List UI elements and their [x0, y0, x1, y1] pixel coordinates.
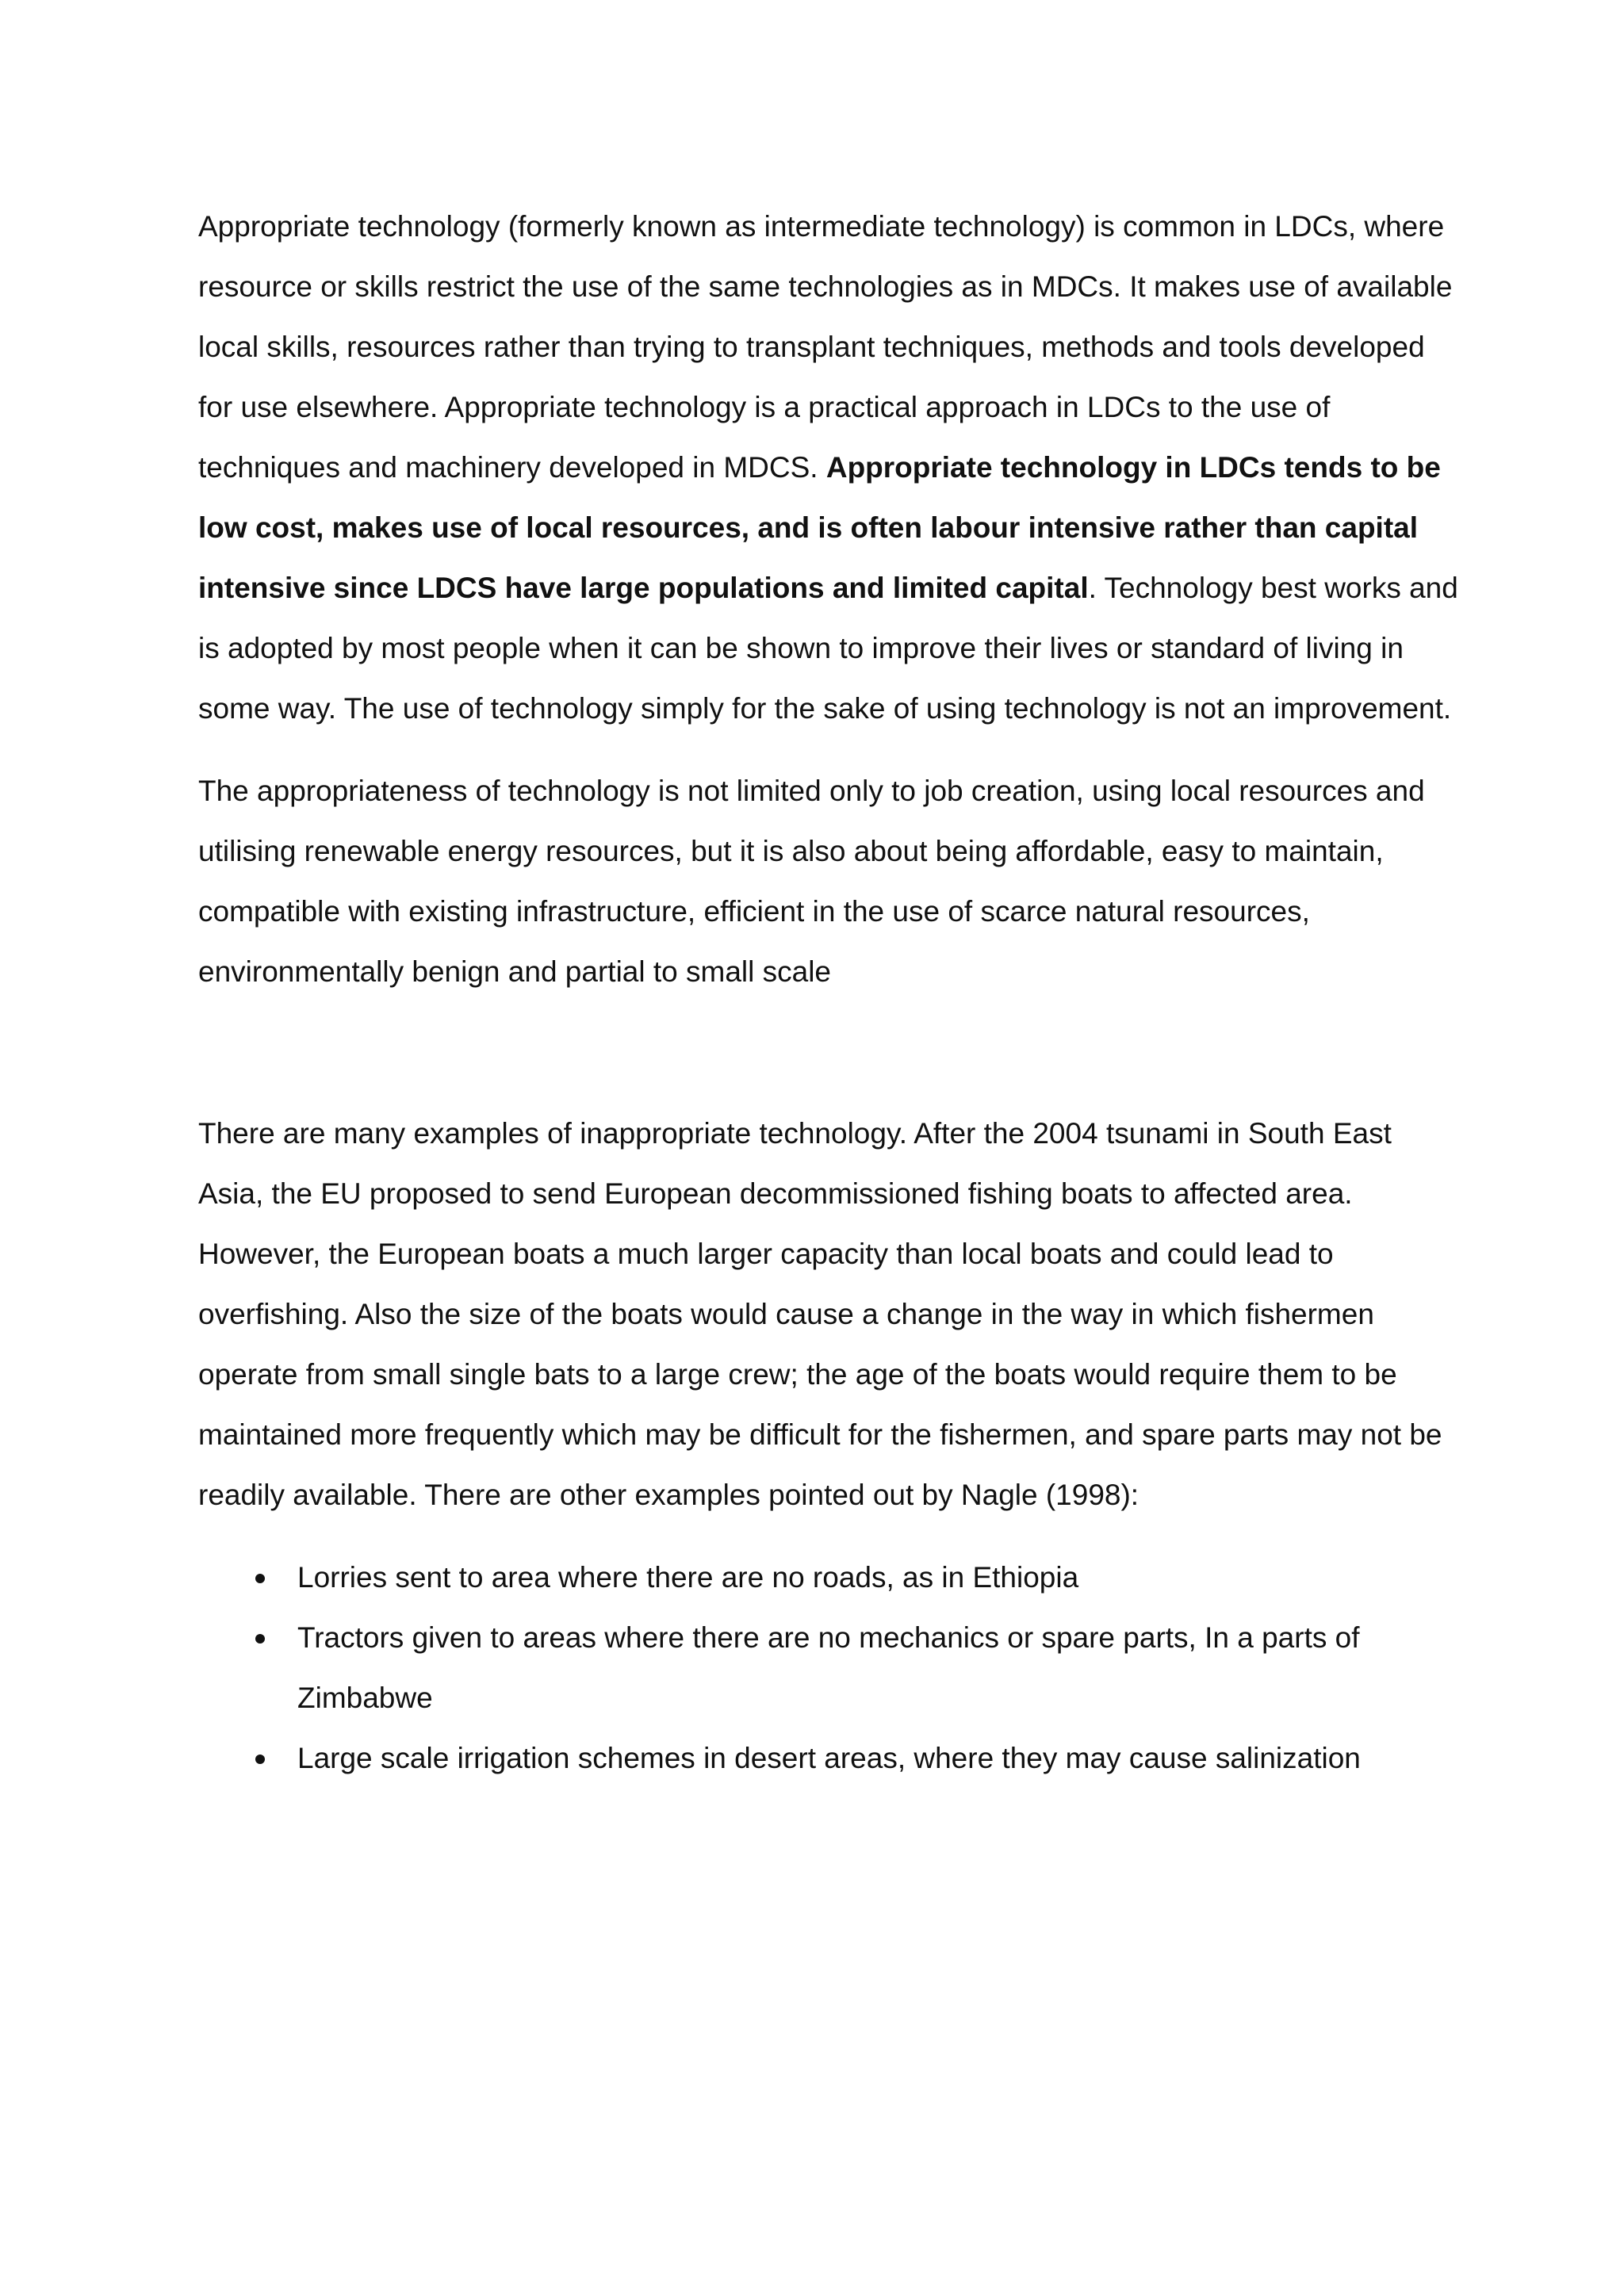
document-body [198, 197, 1459, 1789]
paragraph-1-bold-text: Appropriate technology in LDCs tends to be low cost, makes use of local resources, and is often labour intensive rather than capital intensive since LDCS have large populations and limited capital [198, 451, 1441, 604]
list-item [198, 1728, 1459, 1789]
paragraph-appropriate-technology [198, 197, 1459, 739]
paragraph-appropriateness: The appropriateness of technology is not limited only to job creation, using local resources and utilising renewable energy resources, but it is also about being affordable, easy to maintain, compatible with existing infrastructure, efficient in the use of scarce natural resources, environmentally benign and partial to small scale [198, 775, 1425, 988]
paragraph-inappropriate-technology: There are many examples of inappropriate technology. After the 2004 tsunami in South East Asia, the EU proposed to send European decommissioned fishing boats to affected area. However, the European boats a much larger capacity than local boats and could lead to overfishing. Also the size of the boats would cause a change in the way in which fishermen operate from small single bats to a large crew; the age of the boats would require them to be maintained more frequently which may be difficult for the fishermen, and spare parts may not be readily available. There are other examples pointed out by Nagle (1998): [198, 1117, 1442, 1511]
bullet-icon [255, 1574, 265, 1583]
list-item-text: Large scale irrigation schemes in desert areas, where they may cause salinization [297, 1742, 1361, 1774]
list-item-text: Lorries sent to area where there are no roads, as in Ethiopia [297, 1561, 1079, 1594]
bullet-icon [255, 1755, 265, 1764]
list-item [198, 1548, 1459, 1608]
paragraph-1-text-start: Appropriate technology (formerly known as intermediate technology) is common in LDCs, where resource or skills restrict the use of the same technologies as in MDCs. It makes use of available local skills, resources rather than trying to transplant techniques, methods and tools developed for use elsewhere. Appropriate technology is a practical approach in LDCs to the use of techniques and machinery developed in MDCS. [198, 210, 1453, 484]
list-item-text: Tractors given to areas where there are no mechanics or spare parts, In a parts of Zimbabwe [297, 1621, 1360, 1714]
list-item [198, 1608, 1459, 1728]
examples-list [198, 1548, 1459, 1789]
paragraph-1-text-end: . Technology best works and is adopted by most people when it can be shown to improve their lives or standard of living in some way. The use of technology simply for the sake of using technology is not an improvement. [198, 572, 1458, 725]
bullet-icon [255, 1634, 265, 1644]
